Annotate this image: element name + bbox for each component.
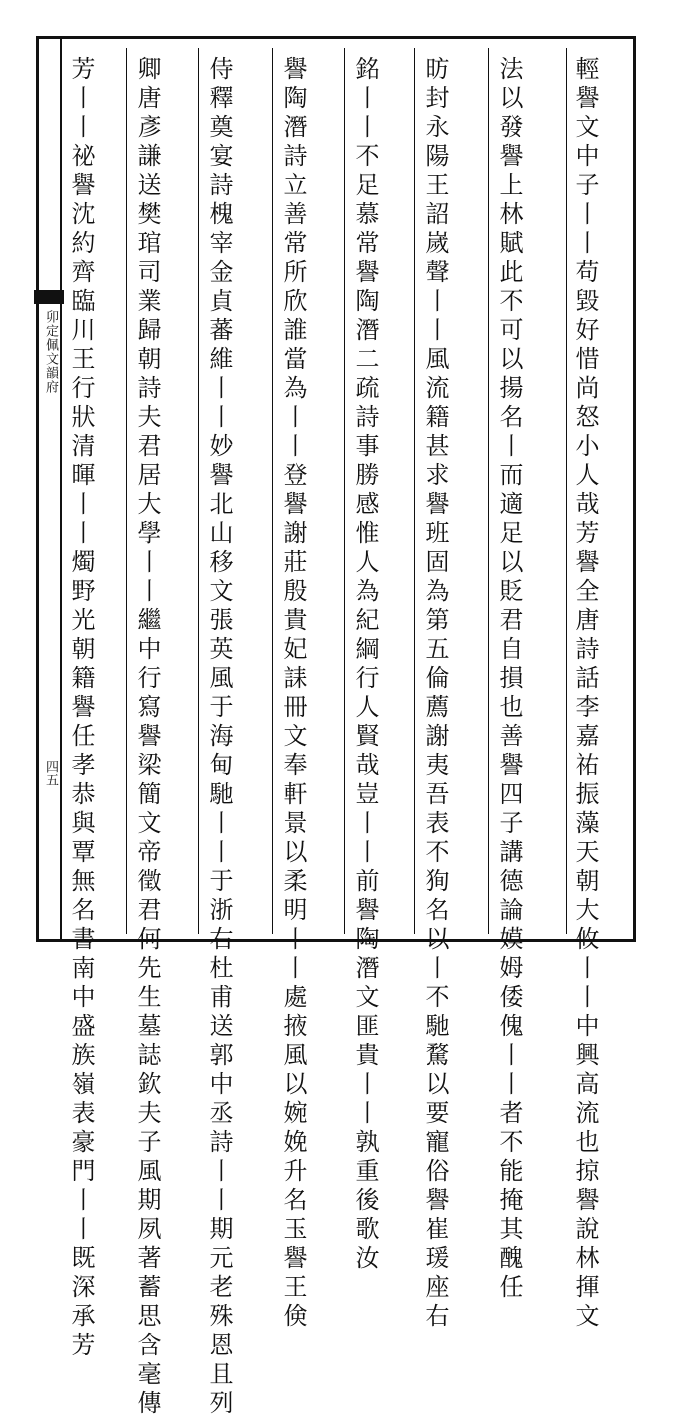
column-rule	[344, 48, 345, 934]
text-column-2: 法以發譽上林賦此不可以揚名丨而適足以貶君自損也善譽四子講德論嫫姆倭傀丨丨者不能掩其醜任	[495, 56, 523, 1303]
column-rule	[488, 48, 489, 934]
text-column-3: 昉封永陽王詔嵗聲丨丨風流籍甚求譽班固為第五倫薦謝夷吾表不狥名以丨不馳騖以要寵俗譽崔瑗座右	[421, 56, 449, 1332]
text-column-8: 芳丨丨祕譽沈約齊臨川王行狀清暉丨丨燭野光朝籍譽任孝恭與覃無名書南中盛族嶺表豪門丨丨既深承芳	[67, 56, 95, 1361]
column-rule	[126, 48, 127, 934]
page-number: 四五	[43, 760, 58, 786]
text-column-5: 譽陶潛詩立善常所欣誰當為丨丨登譽謝莊殷貴妃誄冊文奉軒景以柔明丨丨處掖風以婉娩升名玉譽王倹	[279, 56, 307, 1332]
gutter-title: 卯定佩文韻府	[43, 310, 58, 394]
column-rule	[414, 48, 415, 934]
gutter-strip	[36, 36, 62, 942]
text-column-7: 卿唐彥謙送樊琯司業歸朝詩夫君居大學丨丨繼中行寫譽梁簡文帝徵君何先生墓誌欽夫子風期夙著蓄思含毫傳	[133, 56, 161, 1419]
column-rule	[198, 48, 199, 934]
fish-tail-mark	[34, 290, 64, 304]
column-rule	[272, 48, 273, 934]
text-column-6: 侍釋奠宴詩槐宰金貞蕃維丨丨妙譽北山移文張英風于海甸馳丨丨于浙右杜甫送郭中丞詩丨丨期元老殊恩且列	[205, 56, 233, 1419]
column-rule	[566, 48, 567, 934]
text-column-1: 輕譽文中子丨丨苟毀好惜尚怒小人哉芳譽全唐詩話李嘉祐振藻天朝大攸丨丨中興高流也掠譽說林揮文	[571, 56, 599, 1332]
text-column-4: 銘丨丨不足慕常譽陶潛二疏詩事勝感惟人為紀綱行人賢哉豈丨丨前譽陶潛文匪貴丨丨孰重後歌汝	[351, 56, 379, 1274]
